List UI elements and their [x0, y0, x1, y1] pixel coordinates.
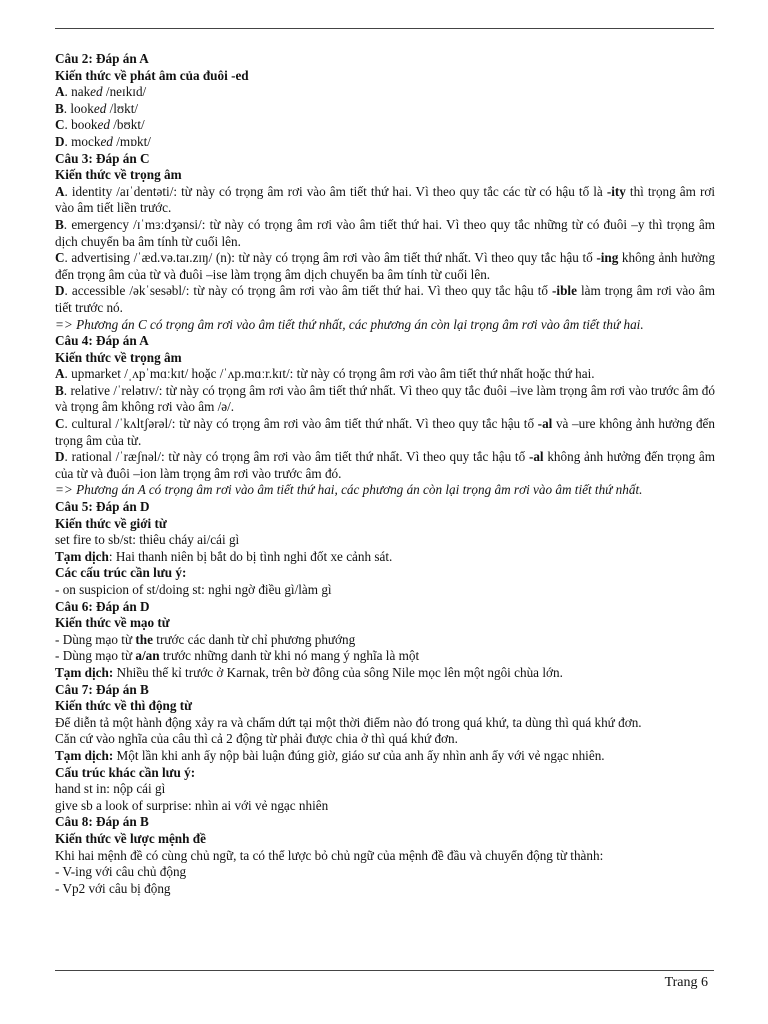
- text-line: [55, 599, 715, 616]
- text-line: [55, 532, 715, 549]
- text-segment: Câu 8: Đáp án B: [55, 814, 149, 830]
- text-segment: D: [55, 449, 65, 465]
- text-segment: - on suspicion of st/doing st: nghi ngờ điều gì/làm gì: [55, 582, 332, 597]
- text-segment: Cấu trúc khác cần lưu ý:: [55, 764, 196, 780]
- text-segment: - Dùng mạo từ: [55, 648, 136, 664]
- text-line: [55, 499, 715, 516]
- document-body: [55, 51, 715, 897]
- text-segment: Các cấu trúc cần lưu ý:: [55, 565, 187, 581]
- text-segment: /neɪkɪd/: [102, 84, 147, 100]
- text-segment: A: [55, 366, 65, 382]
- text-line: [55, 648, 715, 665]
- text-segment: /bʊkt/: [109, 117, 145, 133]
- text-line: [55, 665, 715, 682]
- text-segment: C: [55, 416, 65, 432]
- text-segment: B: [55, 100, 64, 116]
- text-line: [55, 848, 715, 865]
- text-line: [55, 881, 715, 898]
- text-segment: Câu 3: Đáp án C: [55, 150, 150, 166]
- text-line: [55, 101, 715, 118]
- text-segment: và –ure không ảnh hưởng đến trọng âm của từ.: [55, 416, 715, 448]
- text-segment: => Phương án A có trọng âm rơi vào âm tiết thứ hai, các phương án còn lại trọng âm rơi vào âm tiết thứ nhất.: [55, 482, 643, 498]
- text-segment: không ảnh hưởng đến trọng âm của từ và đuôi –ion làm trọng âm rơi vào trước âm đó.: [55, 449, 715, 481]
- paragraph: [55, 184, 715, 217]
- text-segment: . cultural /ˈkʌltʃərəl/: từ này có trọng âm rơi vào âm tiết thứ nhất. Vì theo quy tắc hậu tố: [64, 416, 538, 432]
- paragraph: [55, 482, 715, 499]
- text-segment: Kiến thức về trọng âm: [55, 349, 182, 365]
- text-segment: . relative /ˈrelətɪv/: từ này có trọng âm rơi vào âm tiết thứ nhất. Vì theo quy tắc đuôi –ive làm trọng âm rơi vào trước âm đó và trọng âm không rơi vào âm /ə/.: [55, 382, 715, 415]
- text-segment: . mock: [64, 133, 101, 149]
- paragraph: [55, 416, 715, 449]
- text-line: [55, 781, 715, 798]
- text-segment: /lʊkt/: [106, 100, 139, 116]
- text-line: [55, 698, 715, 715]
- text-line: [55, 516, 715, 533]
- text-segment: Để diễn tả một hành động xảy ra và chấm dứt tại một thời điểm nào đó trong quá khứ, ta dùng thì quá khứ đơn.: [55, 714, 642, 730]
- text-segment: không ảnh hưởng đến trọng âm của từ và đuôi –ise làm trọng âm dịch chuyển ba âm tính từ cuối lên.: [55, 250, 715, 282]
- text-segment: Tạm dịch:: [55, 747, 114, 763]
- text-segment: the: [135, 631, 153, 647]
- text-line: [55, 134, 715, 151]
- text-line: [55, 51, 715, 68]
- paragraph: [55, 383, 715, 416]
- text-segment: -ity: [606, 183, 626, 199]
- paragraph: [55, 715, 715, 732]
- text-segment: hand st in: nộp cái gì: [55, 781, 166, 797]
- text-line: [55, 682, 715, 699]
- text-segment: Câu 4: Đáp án A: [55, 333, 149, 349]
- page-number: Trang 6: [664, 975, 708, 990]
- text-line: [55, 333, 715, 350]
- text-segment: trước các danh từ chỉ phương phướng: [153, 631, 356, 647]
- paragraph: [55, 449, 715, 482]
- text-segment: ed: [97, 117, 110, 133]
- text-segment: Câu 7: Đáp án B: [55, 681, 149, 697]
- text-segment: set fire to sb/st: thiêu cháy ai/cái gì: [55, 532, 240, 548]
- text-segment: give sb a look of surprise: nhìn ai với vẻ ngạc nhiên: [55, 797, 329, 813]
- text-line: [55, 814, 715, 831]
- text-segment: . identity /aɪˈdentəti/: từ này có trọng âm rơi vào âm tiết thứ hai. Vì theo quy tắc các từ có hậu tố là: [64, 183, 607, 199]
- text-segment: Câu 2: Đáp án A: [55, 51, 149, 66]
- text-segment: . emergency /ɪˈmɜːdʒənsi/: từ này có trọng âm rơi vào âm tiết thứ hai. Vì theo quy tắc những từ có đuôi –y thì trọng âm dịch chuyển ba âm tính từ cuối lên.: [55, 216, 715, 249]
- text-segment: A: [55, 183, 65, 199]
- text-segment: Kiến thức về trọng âm: [55, 167, 182, 183]
- text-segment: - Dùng mạo từ: [55, 631, 136, 647]
- text-segment: => Phương án C có trọng âm rơi vào âm tiết thứ nhất, các phương án còn lại trọng âm rơi vào âm tiết thứ hai.: [55, 316, 644, 332]
- paragraph: [55, 366, 715, 383]
- text-segment: . nak: [64, 84, 91, 100]
- text-segment: D: [55, 283, 65, 299]
- text-segment: ed: [93, 100, 107, 116]
- text-segment: . upmarket /ˌʌpˈmɑːkɪt/ hoặc /ˈʌp.mɑːr.kɪt/: từ này có trọng âm rơi vào âm tiết thứ nhất hoặc thứ hai.: [64, 366, 595, 382]
- text-segment: -ible: [552, 283, 577, 299]
- text-segment: B: [55, 382, 64, 398]
- text-segment: Tạm dịch:: [55, 664, 114, 680]
- text-segment: B: [55, 216, 64, 232]
- text-segment: . book: [64, 117, 98, 133]
- text-segment: thì trọng âm rơi vào âm tiết liền trước.: [55, 183, 715, 216]
- text-line: [55, 748, 715, 765]
- paragraph: [55, 317, 715, 334]
- text-segment: -al: [528, 449, 544, 465]
- text-line: [55, 151, 715, 168]
- text-segment: Kiến thức về lược mệnh đề: [55, 830, 206, 846]
- text-segment: : Hai thanh niên bị bắt do bị tình nghi đốt xe cảnh sát.: [108, 548, 393, 564]
- text-segment: Kiến thức về thì động từ: [55, 698, 193, 714]
- text-segment: A: [55, 84, 65, 100]
- text-segment: . accessible /əkˈsesəbl/: từ này có trọng âm rơi vào âm tiết thứ hai. Vì theo quy tắc hậu tố: [64, 283, 553, 299]
- text-segment: D: [55, 133, 65, 149]
- text-line: [55, 864, 715, 881]
- text-segment: . look: [63, 100, 94, 116]
- text-line: [55, 615, 715, 632]
- text-segment: làm trọng âm rơi vào âm tiết trước nó.: [55, 283, 716, 315]
- text-segment: Câu 5: Đáp án D: [55, 499, 150, 515]
- text-line: [55, 798, 715, 815]
- text-segment: C: [55, 250, 65, 266]
- text-segment: - Vp2 với câu bị động: [55, 880, 171, 896]
- text-segment: Kiến thức về mạo từ: [55, 615, 170, 631]
- text-segment: Căn cứ vào nghĩa của câu thì cả 2 động từ phải được chia ở thì quá khứ đơn.: [55, 731, 458, 747]
- text-segment: Câu 6: Đáp án D: [55, 598, 150, 614]
- header-rule: [55, 28, 714, 29]
- text-segment: Tạm dịch: [55, 548, 109, 564]
- text-segment: Một lần khi anh ấy nộp bài luận đúng giờ, giáo sư của anh ấy nhìn anh ấy với vẻ ngạc nhiên.: [113, 747, 605, 763]
- text-segment: - V-ing với câu chủ động: [55, 864, 187, 880]
- text-segment: -ing: [596, 250, 619, 266]
- text-line: [55, 84, 715, 101]
- text-line: [55, 68, 715, 85]
- text-line: [55, 350, 715, 367]
- text-segment: Nhiều thế kỉ trước ở Karnak, trên bờ đông của sông Nile mọc lên một ngôi chùa lớn.: [113, 664, 563, 680]
- text-segment: ed: [90, 84, 103, 100]
- text-segment: . rational /ˈræʃnəl/: từ này có trọng âm rơi vào âm tiết thứ nhất. Vì theo quy tắc hậu tố: [64, 449, 529, 465]
- paragraph: [55, 283, 715, 316]
- text-segment: . advertising /ˈæd.və.taɪ.zɪŋ/ (n): từ này có trọng âm rơi vào âm tiết thứ nhất. Vì theo quy tắc hậu tố: [64, 250, 597, 266]
- text-segment: a/an: [135, 648, 160, 664]
- text-segment: trước những danh từ khi nó mang ý nghĩa là một: [159, 648, 420, 664]
- text-line: [55, 549, 715, 566]
- text-segment: Kiến thức về phát âm của đuôi -ed: [55, 67, 249, 83]
- text-line: [55, 582, 715, 599]
- text-segment: Khi hai mệnh đề có cùng chủ ngữ, ta có thể lược bỏ chủ ngữ của mệnh đề đầu và chuyển động từ thành:: [55, 847, 604, 863]
- text-line: [55, 831, 715, 848]
- text-segment: /mɒkt/: [112, 133, 151, 149]
- paragraph: [55, 250, 715, 283]
- text-segment: -al: [537, 416, 553, 432]
- text-line: [55, 565, 715, 582]
- footer-rule: [55, 970, 714, 971]
- text-line: [55, 731, 715, 748]
- text-line: [55, 765, 715, 782]
- text-line: [55, 167, 715, 184]
- text-segment: C: [55, 117, 65, 133]
- text-segment: Kiến thức về giới từ: [55, 515, 167, 531]
- text-segment: ed: [100, 133, 113, 149]
- paragraph: [55, 217, 715, 250]
- text-line: [55, 632, 715, 649]
- text-line: [55, 117, 715, 134]
